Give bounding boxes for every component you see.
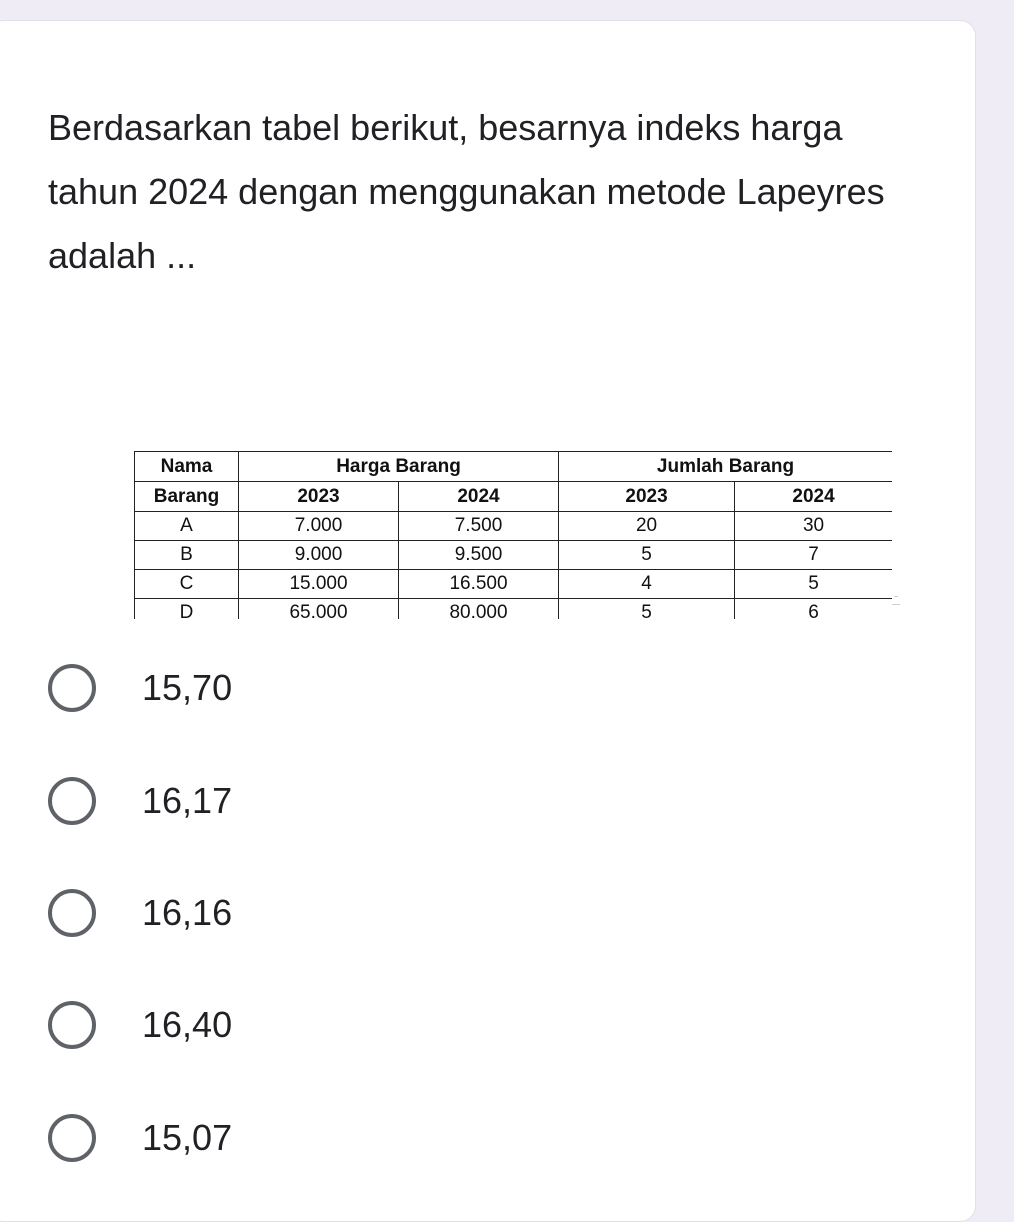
radio-button-icon[interactable] [48,1001,96,1049]
table-header-cell: Jumlah Barang [559,452,892,482]
option-label: 15,07 [142,1117,233,1158]
table-header-row [135,482,893,512]
option-3[interactable] [48,885,232,941]
table-row [135,570,893,599]
table-cell: 4 [559,570,735,599]
table-cell: B [135,541,239,570]
table-cell: 7.000 [239,512,399,541]
option-1[interactable] [48,660,232,716]
option-label: 15,70 [142,667,233,708]
table-cell: 16.500 [399,570,559,599]
price-table [134,451,892,619]
table-header-cell: Barang [135,482,239,512]
option-label: 16,17 [142,780,233,821]
question-image-table [134,451,892,619]
table-row [135,599,893,620]
table-header-row [135,452,893,482]
table-cell: C [135,570,239,599]
table-cell: 9.500 [399,541,559,570]
option-4[interactable] [48,997,232,1053]
option-2[interactable] [48,773,232,829]
table-header-cell: 2024 [399,482,559,512]
table-header-cell: Nama [135,452,239,482]
table-cell: 9.000 [239,541,399,570]
table-cell: 80.000 [399,599,559,620]
table-row [135,512,893,541]
table-cell: A [135,512,239,541]
table-cell: D [135,599,239,620]
table-cell: 6 [735,599,892,620]
option-5[interactable] [48,1110,232,1166]
watermark-logo-icon: ~ ~~ [891,594,901,609]
table-cell: 20 [559,512,735,541]
option-label: 16,16 [142,892,233,933]
table-header-cell: 2023 [239,482,399,512]
table-header-cell: 2024 [735,482,892,512]
table-cell: 7.500 [399,512,559,541]
radio-button-icon[interactable] [48,664,96,712]
option-label: 16,40 [142,1004,233,1045]
table-cell: 30 [735,512,892,541]
radio-button-icon[interactable] [48,889,96,937]
table-row [135,541,893,570]
radio-button-icon[interactable] [48,777,96,825]
table-cell: 15.000 [239,570,399,599]
question-text: Berdasarkan tabel berikut, besarnya indeks harga tahun 2024 dengan menggunakan metode Lapeyres adalah ... [48,107,885,276]
table-cell: 65.000 [239,599,399,620]
table-header-cell: 2023 [559,482,735,512]
table-cell: 5 [559,541,735,570]
table-cell: 7 [735,541,892,570]
table-header-cell: Harga Barang [239,452,559,482]
table-cell: 5 [559,599,735,620]
radio-button-icon[interactable] [48,1114,96,1162]
table-cell: 5 [735,570,892,599]
